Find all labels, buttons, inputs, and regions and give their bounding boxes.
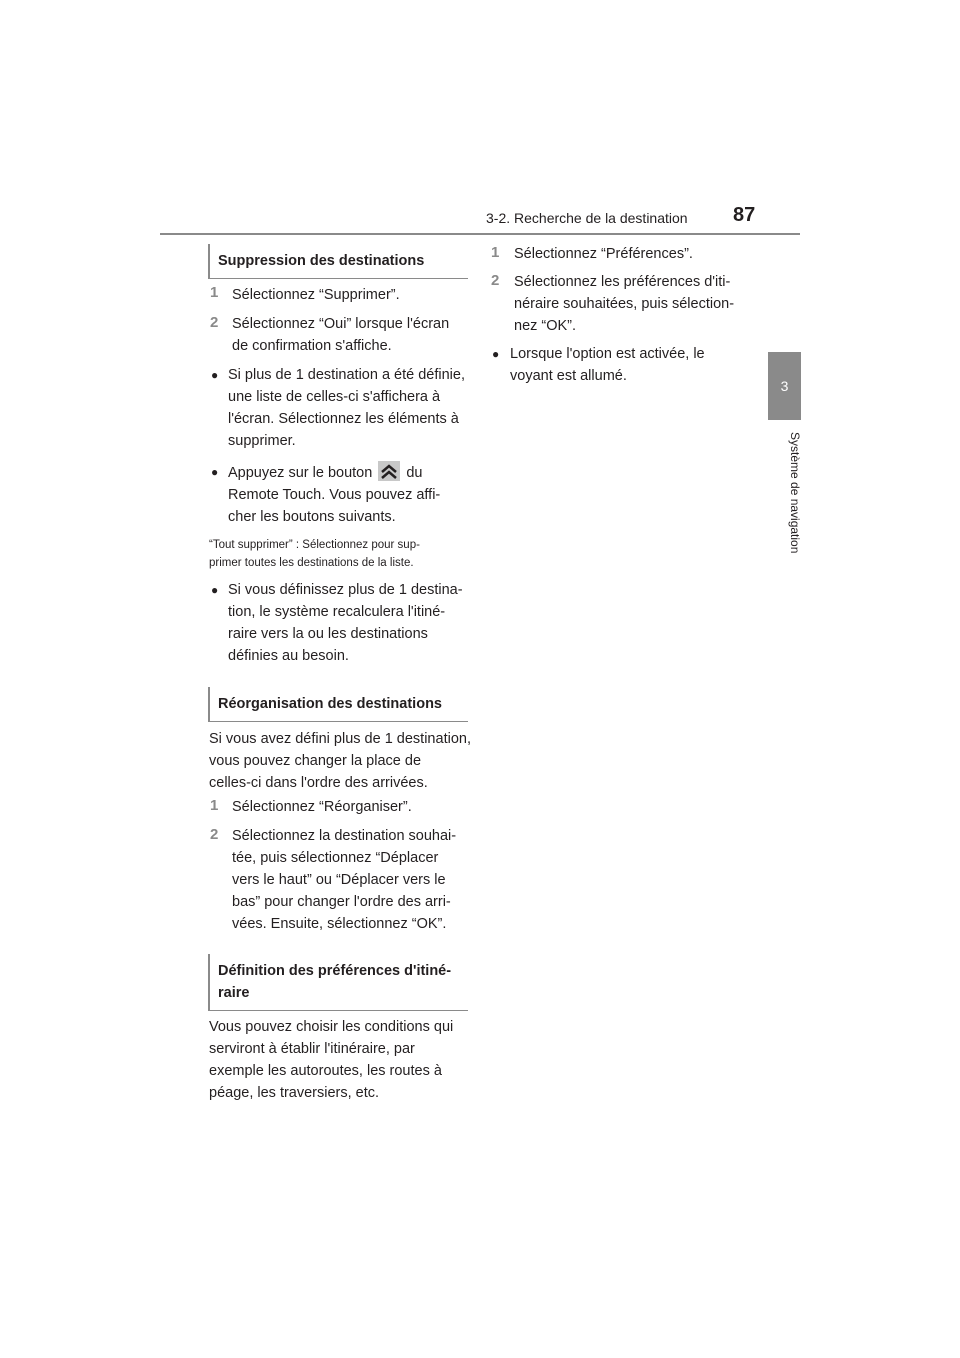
step-number: 2: [210, 826, 219, 843]
bullet-text-part: du: [406, 465, 423, 481]
bullet-text: supprimer.: [228, 433, 296, 449]
step-number: 2: [210, 314, 219, 331]
step-text: Sélectionnez “Supprimer”.: [232, 287, 400, 303]
bullet-text: Si vous définissez plus de 1 destina-: [228, 582, 463, 598]
bullet-text: Lorsque l'option est activée, le: [510, 346, 705, 362]
bullet-icon: ●: [211, 368, 219, 382]
step-text: Sélectionnez “Réorganiser”.: [232, 799, 412, 815]
page-number: 87: [733, 204, 756, 226]
bullet-icon: ●: [211, 465, 219, 479]
step-text: Sélectionnez “Préférences”.: [514, 246, 693, 262]
step-number: 2: [491, 272, 500, 289]
step-number: 1: [491, 244, 500, 261]
chevron-up-double-icon: [378, 461, 400, 481]
step-text: Sélectionnez “Oui” lorsque l'écran: [232, 316, 450, 332]
header-title: 3-2. Recherche de la destination: [486, 210, 688, 226]
section-title-line: Définition des préférences d'itiné-: [218, 963, 452, 979]
step-number: 1: [210, 797, 219, 814]
bullet-text-part: Appuyez sur le bouton: [228, 465, 373, 481]
section-title-line: raire: [218, 985, 250, 1001]
step-text: vées. Ensuite, sélectionnez “OK”.: [232, 916, 447, 932]
section-title-reorganisation: Réorganisation des destinations: [208, 687, 468, 722]
bullet-text: Si plus de 1 destination a été définie,: [228, 367, 465, 383]
step-text: Sélectionnez les préférences d'iti-: [514, 274, 731, 290]
paragraph-text: exemple les autoroutes, les routes à: [209, 1063, 442, 1079]
bullet-text: raire vers la ou les destinations: [228, 626, 428, 642]
bullet-text: voyant est allumé.: [510, 368, 627, 384]
chapter-tab: 3: [768, 352, 801, 420]
section-title-suppression: Suppression des destinations: [208, 244, 468, 279]
note-text: “Tout supprimer” : Sélectionnez pour sup-: [209, 539, 420, 551]
paragraph-text: Si vous avez défini plus de 1 destination,: [209, 731, 471, 747]
step-text: néraire souhaitées, puis sélection-: [514, 296, 735, 312]
bullet-text: Remote Touch. Vous pouvez affi-: [228, 487, 441, 503]
bullet-text: cher les boutons suivants.: [228, 509, 396, 525]
step-number: 1: [210, 284, 219, 301]
chapter-label: Système de navigation: [788, 432, 802, 554]
note-text: primer toutes les destinations de la liste.: [209, 557, 414, 569]
paragraph-text: celles-ci dans l'ordre des arrivées.: [209, 775, 428, 791]
step-text: Sélectionnez la destination souhai-: [232, 828, 457, 844]
step-text: bas” pour changer l'ordre des arri-: [232, 894, 451, 910]
header-rule: [160, 233, 800, 235]
bullet-icon: ●: [211, 583, 219, 597]
bullet-icon: ●: [492, 347, 500, 361]
step-text: de confirmation s'affiche.: [232, 338, 392, 354]
step-text: nez “OK”.: [514, 318, 577, 334]
paragraph-text: serviront à établir l'itinéraire, par: [209, 1041, 415, 1057]
bullet-text: tion, le système recalculera l'itiné-: [228, 604, 446, 620]
step-text: tée, puis sélectionnez “Déplacer: [232, 850, 439, 866]
step-text: vers le haut” ou “Déplacer vers le: [232, 872, 446, 888]
bullet-text: une liste de celles-ci s'affichera à: [228, 389, 441, 405]
bullet-text: définies au besoin.: [228, 648, 349, 664]
paragraph-text: péage, les traversiers, etc.: [209, 1085, 380, 1101]
section-title-preferences: [208, 954, 468, 1011]
paragraph-text: Vous pouvez choisir les conditions qui: [209, 1019, 454, 1035]
bullet-text: l'écran. Sélectionnez les éléments à: [228, 411, 459, 427]
bullet-text: [228, 462, 423, 484]
paragraph-text: vous pouvez changer la place de: [209, 753, 422, 769]
